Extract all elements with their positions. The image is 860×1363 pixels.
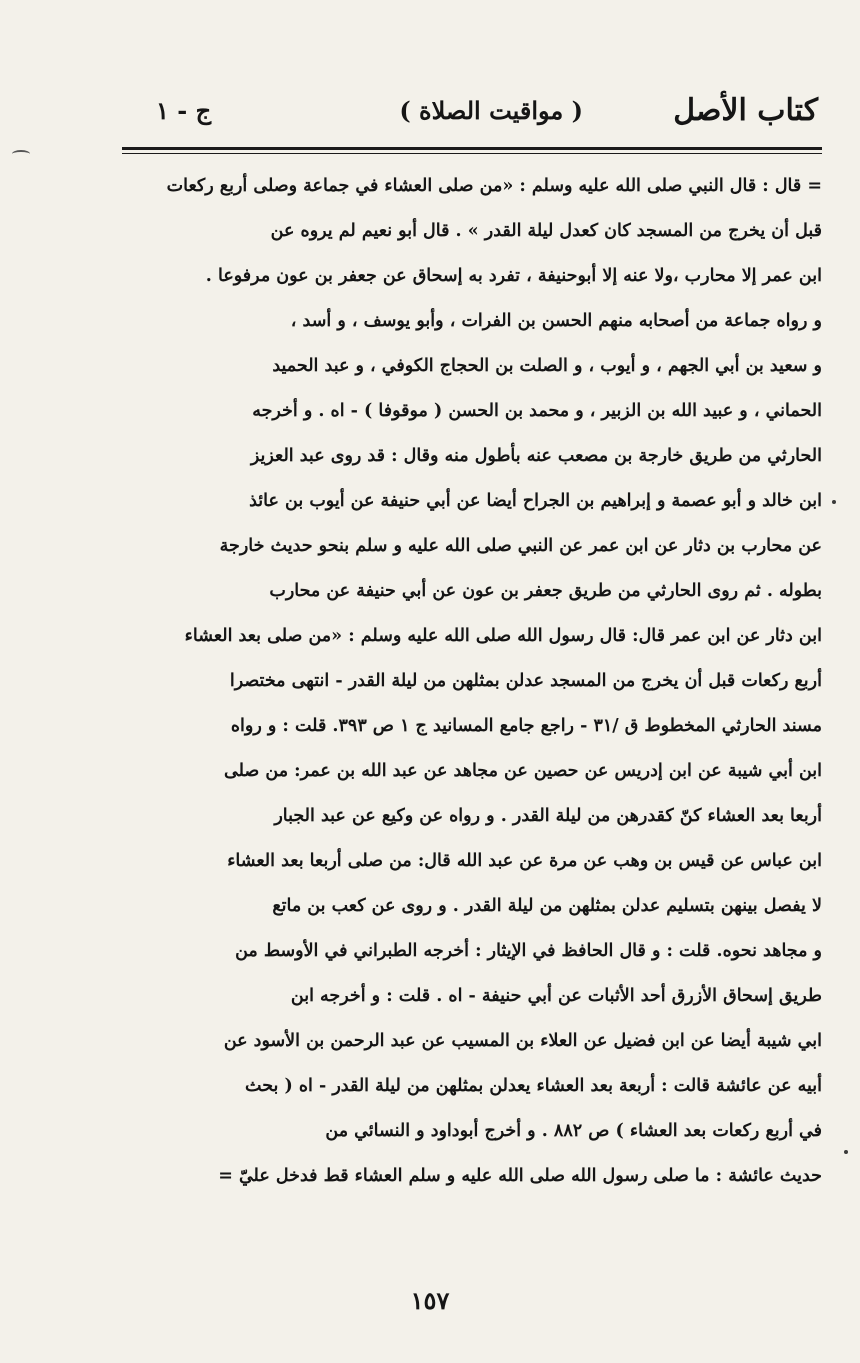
text-line: = قال : قال النبي صلى الله عليه وسلم : «من صلى العشاء في جماعة وصلى أربع ركعات xyxy=(166,176,822,196)
book-title: كتاب الأصل xyxy=(673,93,818,128)
text-line: الحارثي من طريق خارجة بن مصعب عنه بأطول منه وقال : قد روى عبد العزيز xyxy=(250,446,822,466)
volume-number: ج - ١ xyxy=(156,96,212,125)
section-title: ( مواقيت الصلاة ) xyxy=(399,96,583,125)
header-rule xyxy=(122,147,822,150)
text-line: الحماني ، و عبيد الله بن الزبير ، و محمد بن الحسن ( موقوفا ) - اه . و أخرجه xyxy=(252,401,822,421)
text-line: في أربع ركعات بعد العشاء ) ص ٨٨٢ . و أخرج أبوداود و النسائي من xyxy=(325,1121,822,1141)
header-rule-thin xyxy=(122,153,822,154)
margin-mark xyxy=(832,500,836,504)
text-line: و رواه جماعة من أصحابه منهم الحسن بن الفرات ، وأبو يوسف ، و أسد ، xyxy=(290,311,822,331)
body-text xyxy=(122,164,822,1199)
text-line: أبيه عن عائشة قالت : أربعة بعد العشاء يعدلن بمثلهن من ليلة القدر - اه ( بحث xyxy=(245,1076,822,1096)
text-line: ابن دثار عن ابن عمر قال: قال رسول الله صلى الله عليه وسلم : «من صلى بعد العشاء xyxy=(184,626,822,646)
text-line: ابن عمر إلا محارب ،ولا عنه إلا أبوحنيفة ، تفرد به إسحاق عن جعفر بن عون مرفوعا . xyxy=(205,266,822,286)
margin-mark xyxy=(844,1150,848,1154)
text-line: و مجاهد نحوه. قلت : و قال الحافظ في الإيثار : أخرجه الطبراني في الأوسط من xyxy=(235,941,822,961)
text-line: ابي شيبة أيضا عن ابن فضيل عن العلاء بن المسيب عن عبد الرحمن بن الأسود عن xyxy=(223,1031,822,1051)
text-line: أربع ركعات قبل أن يخرج من المسجد عدلن بمثلهن من ليلة القدر - انتهى مختصرا xyxy=(229,671,822,691)
page-number: ١٥٧ xyxy=(410,1286,450,1315)
text-line: لا يفصل بينهن بتسليم عدلن بمثلهن من ليلة القدر . و روى عن كعب بن ماتع xyxy=(272,896,822,916)
text-line: بطوله . ثم روى الحارثي من طريق جعفر بن عون عن أبي حنيفة عن محارب xyxy=(269,581,822,601)
text-line: عن محارب بن دثار عن ابن عمر عن النبي صلى الله عليه و سلم بنحو حديث خارجة xyxy=(219,536,822,556)
text-line: حديث عائشة : ما صلى رسول الله صلى الله عليه و سلم العشاء قط فدخل عليّ = xyxy=(218,1166,822,1186)
text-line: أربعا بعد العشاء كنّ كقدرهن من ليلة القدر . و رواه عن وكيع عن عبد الجبار xyxy=(274,806,822,826)
page-header xyxy=(118,86,818,136)
text-line: مسند الحارثي المخطوط ق /٣١ - راجع جامع المسانيد ج ١ ص ٣٩٣. قلت : و رواه xyxy=(230,716,822,736)
text-line: قبل أن يخرج من المسجد كان كعدل ليلة القدر » . قال أبو نعيم لم يروه عن xyxy=(270,221,822,241)
text-line: ابن أبي شيبة عن ابن إدريس عن حصين عن مجاهد عن عبد الله بن عمر: من صلى xyxy=(224,761,822,781)
text-line: ابن عباس عن قيس بن وهب عن مرة عن عبد الله قال: من صلى أربعا بعد العشاء xyxy=(227,851,822,871)
margin-mark xyxy=(12,150,30,158)
text-line: و سعيد بن أبي الجهم ، و أيوب ، و الصلت بن الحجاج الكوفي ، و عبد الحميد xyxy=(272,356,822,376)
text-line: ابن خالد و أبو عصمة و إبراهيم بن الجراح أيضا عن أبي حنيفة عن أيوب بن عائذ xyxy=(249,491,822,511)
text-line: طريق إسحاق الأزرق أحد الأثبات عن أبي حنيفة - اه . قلت : و أخرجه ابن xyxy=(290,986,822,1006)
